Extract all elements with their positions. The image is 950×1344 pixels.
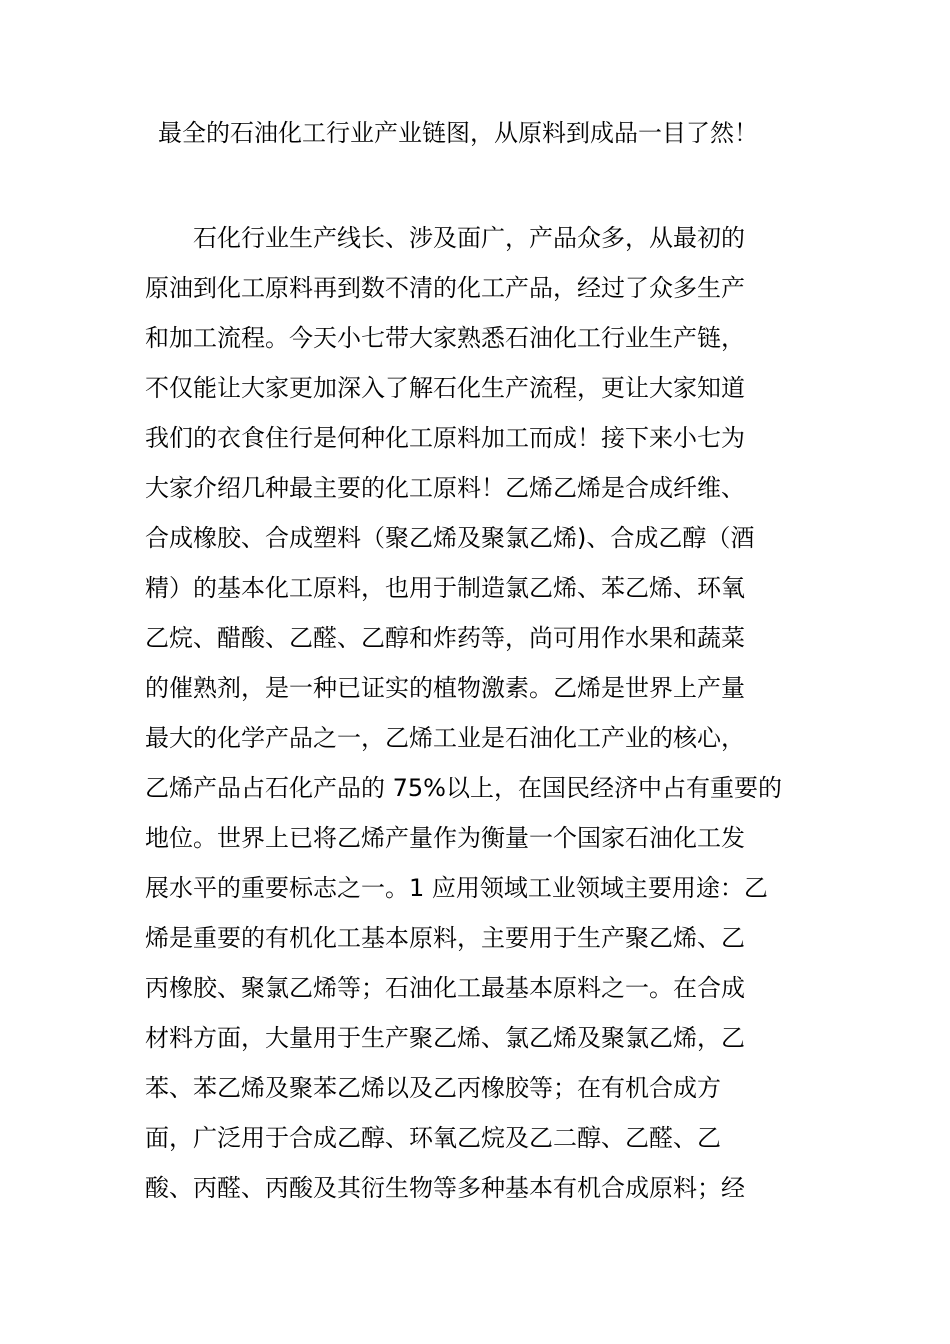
body-line-1: 石化行业生产线长、涉及面广，产品众多，从最初的 <box>193 224 745 252</box>
body-line-11: 最大的化学产品之一，乙烯工业是石油化工产业的核心， <box>145 724 745 752</box>
document-title: 最全的石油化工行业产业链图，从原料到成品一目了然！ <box>158 119 758 147</box>
body-line-18: 苯、苯乙烯及聚苯乙烯以及乙丙橡胶等；在有机合成方 <box>145 1074 721 1102</box>
body-line-4: 不仅能让大家更加深入了解石化生产流程，更让大家知道 <box>145 374 745 402</box>
body-line-16: 丙橡胶、聚氯乙烯等；石油化工最基本原料之一。在合成 <box>145 974 745 1002</box>
body-line-19: 面，广泛用于合成乙醇、环氧乙烷及乙二醇、乙醛、乙 <box>145 1124 721 1152</box>
body-line-8: 精）的基本化工原料，也用于制造氯乙烯、苯乙烯、环氧 <box>145 574 745 602</box>
body-line-15: 烯是重要的有机化工基本原料，主要用于生产聚乙烯、乙 <box>145 924 745 952</box>
document-body <box>145 213 782 1213</box>
body-line-2: 原油到化工原料再到数不清的化工产品，经过了众多生产 <box>145 274 745 302</box>
body-line-10: 的催熟剂，是一种已证实的植物激素。乙烯是世界上产量 <box>145 674 745 702</box>
body-line-3: 和加工流程。今天小七带大家熟悉石油化工行业生产链， <box>145 324 745 352</box>
body-line-5: 我们的衣食住行是何种化工原料加工而成！接下来小七为 <box>145 424 745 452</box>
body-line-14: 展水平的重要标志之一。1 应用领域工业领域主要用途：乙 <box>145 874 768 902</box>
body-line-20: 酸、丙醛、丙酸及其衍生物等多种基本有机合成原料；经 <box>145 1174 745 1202</box>
body-line-13: 地位。世界上已将乙烯产量作为衡量一个国家石油化工发 <box>145 824 745 852</box>
body-line-12: 乙烯产品占石化产品的 75%以上，在国民经济中占有重要的 <box>145 774 782 802</box>
body-line-17: 材料方面，大量用于生产聚乙烯、氯乙烯及聚氯乙烯，乙 <box>145 1024 745 1052</box>
body-line-6: 大家介绍几种最主要的化工原料！乙烯乙烯是合成纤维、 <box>145 474 745 502</box>
body-line-7: 合成橡胶、合成塑料（聚乙烯及聚氯乙烯)、合成乙醇（酒 <box>145 524 755 552</box>
body-line-9: 乙烷、醋酸、乙醛、乙醇和炸药等，尚可用作水果和蔬菜 <box>145 624 745 652</box>
